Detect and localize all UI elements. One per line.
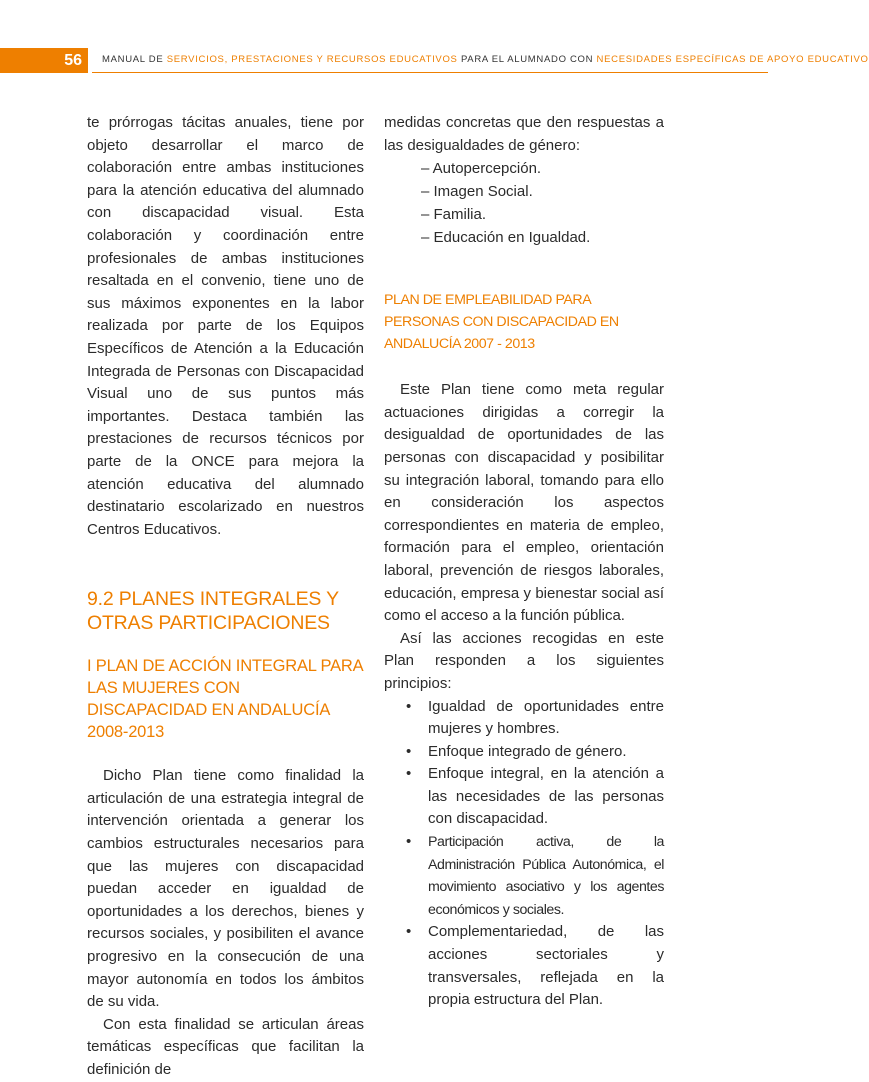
dash-list (384, 157, 664, 249)
section-heading: 9.2 PLANES INTEGRALES Y OTRAS PARTICIPACIONES (87, 588, 339, 635)
bullet-icon: • (406, 833, 412, 851)
header-highlight-1: SERVICIOS, PRESTACIONES Y RECURSOS EDUCATIVOS (166, 54, 458, 65)
bullet-icon: • (406, 742, 412, 760)
bullet-icon: • (406, 697, 412, 715)
header-text-1: MANUAL DE (102, 54, 167, 65)
plan-mujeres-paragraph-2: Con esta finalidad se articulan áreas temáticas específicas que facilitan la definición de (87, 1015, 364, 1078)
dash-item: – Familia. (421, 206, 487, 224)
header-rule (92, 72, 768, 73)
header-text-2: PARA EL ALUMNADO CON (457, 54, 597, 65)
continuation-paragraph: medidas concretas que den respuestas a las desigualdades de género: (384, 114, 664, 154)
list-item (384, 696, 664, 741)
bullet-icon: • (406, 923, 412, 941)
plan-empleabilidad-paragraph-1: Este Plan tiene como meta regular actuaciones dirigidas a corregir la desigualdad de oportunidades de las personas con discapacidad y posibilitar su integración laboral, tomando para ello en consideración los aspectos correspondientes en materia de empleo, formación para el empleo, orientación laboral, prevención de riesgos laborales, educación, empresa y bienestar social así como el acceso a la función pública. (384, 381, 664, 625)
principles-list (384, 696, 664, 1012)
list-item (384, 763, 664, 831)
header-highlight-2: NECESIDADES ESPECÍFICAS DE APOYO EDUCATIVO (596, 54, 869, 65)
right-column (384, 112, 664, 1012)
left-column (87, 112, 364, 1082)
plan-empleabilidad-paragraph-2: Así las acciones recogidas en este Plan responden a los siguientes principios: (384, 629, 664, 692)
list-item-text: Enfoque integrado de género. (428, 742, 627, 760)
dash-item: – Imagen Social. (421, 183, 533, 201)
dash-item: – Autopercepción. (421, 160, 542, 178)
list-item-text: Complementariedad, de las acciones sectoriales y transversales, reflejada en la propia estructura del Plan. (428, 923, 664, 1009)
page-number: 56 (0, 48, 88, 73)
list-item-text: Enfoque integral, en la atención a las necesidades de las personas con discapacidad. (428, 765, 664, 828)
bullet-icon: • (406, 765, 412, 783)
dash-item: – Educación en Igualdad. (421, 229, 591, 247)
intro-paragraph: te prórrogas tácitas anuales, tiene por objeto desarrollar el marco de colaboración entre ambas instituciones para la atención educativa del alumnado con discapacidad visual. Esta colaboración y coordinación entre profesionales de ambas instituciones resaltada en el convenio, tiene uno de sus máximos exponentes en la labor realizada por parte de los Equipos Específicos de Atención a la Educación Integrada de Personas con Discapacidad Visual uno de sus puntos más importantes. Destaca también las prestaciones de recursos técnicos por parte de la ONCE para mejora la atención educativa del alumnado destinatario escolarizado en nuestros Centros Educativos. (87, 114, 364, 538)
plan-mujeres-paragraph-1: Dicho Plan tiene como finalidad la articulación de una estrategia integral de intervención orientada a generar los cambios estructurales necesarios para que las mujeres con discapacidad puedan acceder en igualdad de oportunidades a los derechos, bienes y recursos sociales, y posibiliten el avance progresivo en la consecución de una mayor autonomía en todos los ámbitos de su vida. (87, 767, 364, 1011)
list-item-text: Igualdad de oportunidades entre mujeres y hombres. (428, 697, 664, 738)
list-item (384, 831, 664, 921)
plan-empleabilidad-heading: PLAN DE EMPLEABILIDAD PARA PERSONAS CON DISCAPACIDAD EN ANDALUCÍA 2007 - 2013 (384, 292, 619, 353)
list-item-text: Participación activa, de la Administración Pública Autonómica, el movimiento asociativo y los agentes económicos y sociales. (428, 834, 664, 918)
plan-mujeres-heading: I PLAN DE ACCIÓN INTEGRAL PARA LAS MUJERES CON DISCAPACIDAD EN ANDALUCÍA 2008-2013 (87, 657, 363, 742)
list-item (384, 741, 664, 764)
running-header (102, 54, 869, 66)
list-item (384, 921, 664, 1011)
